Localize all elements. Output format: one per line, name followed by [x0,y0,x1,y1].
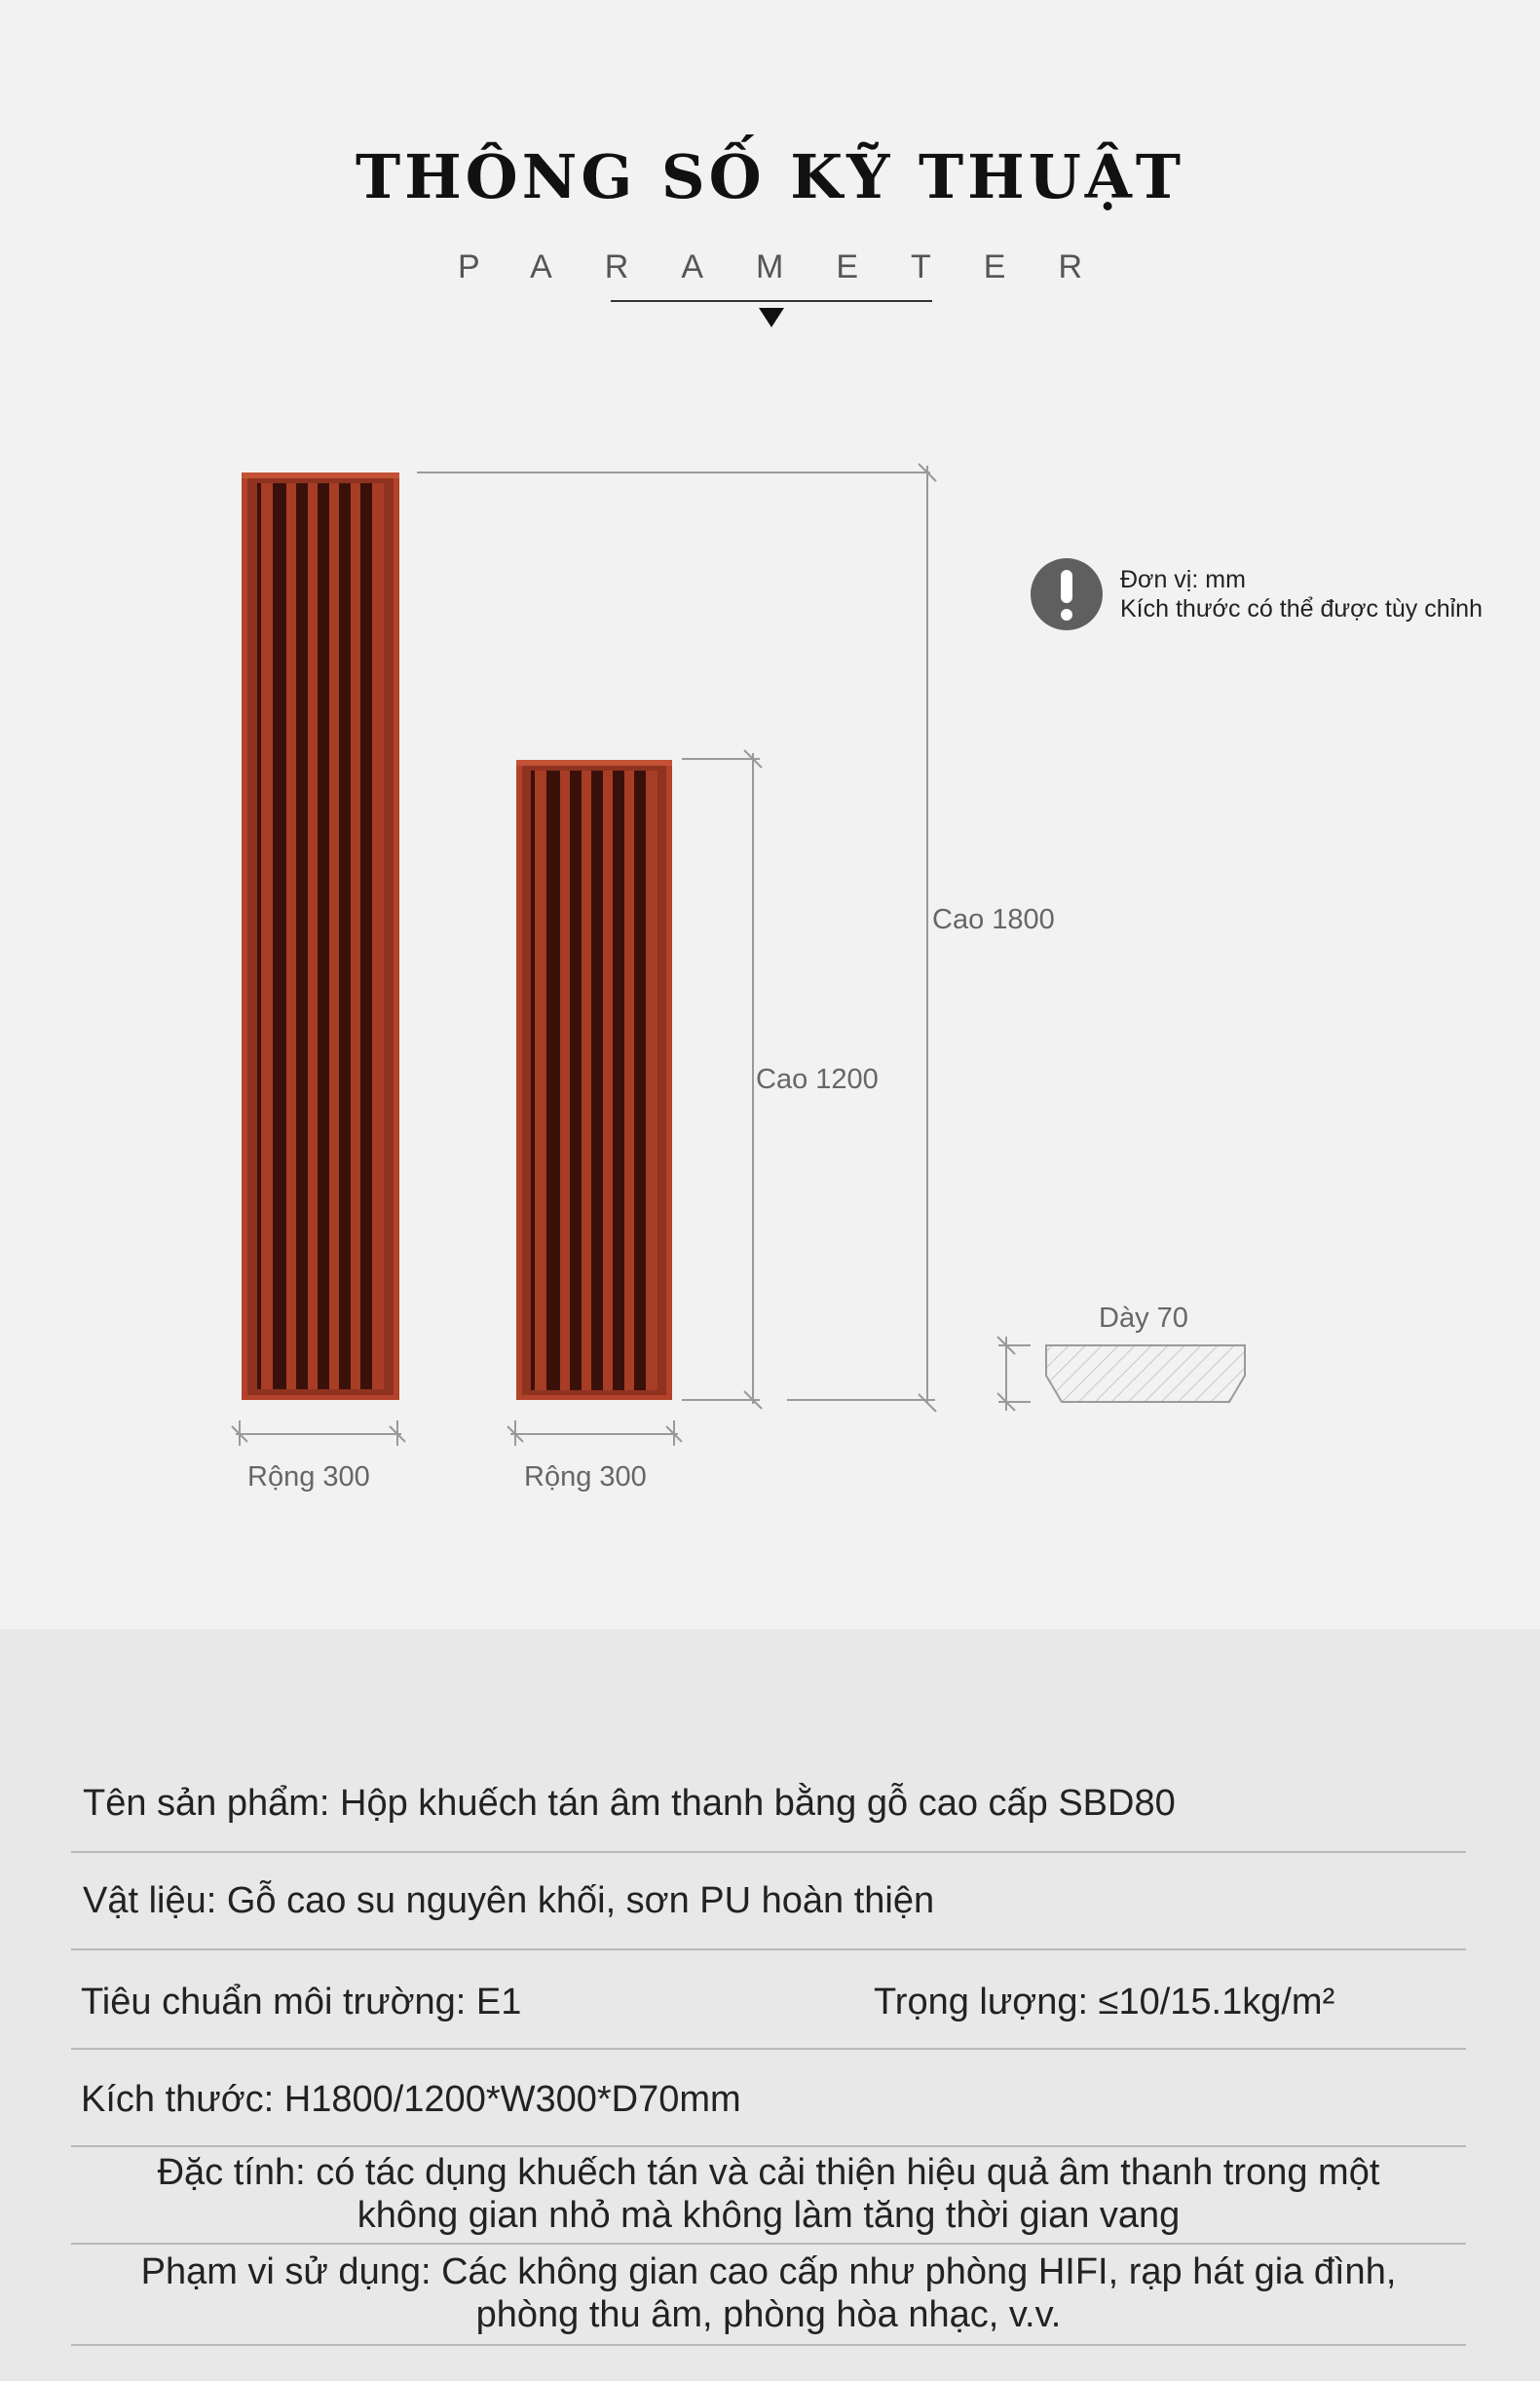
spec-size: Kích thước: H1800/1200*W300*D70mm [81,2079,741,2120]
spec-scope-line1: Phạm vi sử dụng: Các không gian cao cấp như phòng HIFI, rạp hát gia đình, [140,2251,1397,2292]
customizable-text: Kích thước có thể được tùy chỉnh [1120,595,1483,623]
tall-height-label: Cao 1800 [932,904,1055,935]
tall-width-label: Rộng 300 [247,1461,370,1493]
spec-row-scope [71,2243,1466,2346]
spec-row-size [71,2048,1466,2147]
spec-name: Tên sản phẩm: Hộp khuếch tán âm thanh bằng gỗ cao cấp SBD80 [83,1783,1176,1824]
thickness-label: Dày 70 [1099,1303,1188,1334]
tall-panel [242,472,399,1400]
spec-row-standard-weight [71,1948,1466,2050]
spec-feature-line1: Đặc tính: có tác dụng khuếch tán và cải thiện hiệu quả âm thanh trong một [157,2152,1380,2193]
spec-material: Vật liệu: Gỗ cao su nguyên khối, sơn PU hoàn thiện [83,1880,935,1921]
spec-feature-line2: không gian nhỏ mà không làm tăng thời gian vang [357,2195,1181,2236]
spec-row-feature [71,2145,1466,2245]
unit-note [1120,565,1483,624]
short-height-label: Cao 1200 [756,1064,879,1095]
unit-text: Đơn vị: mm [1120,566,1246,593]
exclamation-icon [1031,558,1103,630]
thickness-profile [1046,1345,1245,1402]
spec-env-standard: Tiêu chuẩn môi trường: E1 [81,1982,522,2022]
spec-scope-line2: phòng thu âm, phòng hòa nhạc, v.v. [475,2294,1062,2335]
spec-weight: Trọng lượng: ≤10/15.1kg/m² [874,1982,1335,2022]
spec-row-name [71,1754,1466,1853]
short-width-label: Rộng 300 [524,1461,647,1493]
spec-row-material [71,1851,1466,1950]
short-panel [516,760,672,1400]
page-title: THÔNG SỐ KỸ THUẬT [355,141,1185,212]
page-subtitle: PARAMETER [457,248,1136,285]
